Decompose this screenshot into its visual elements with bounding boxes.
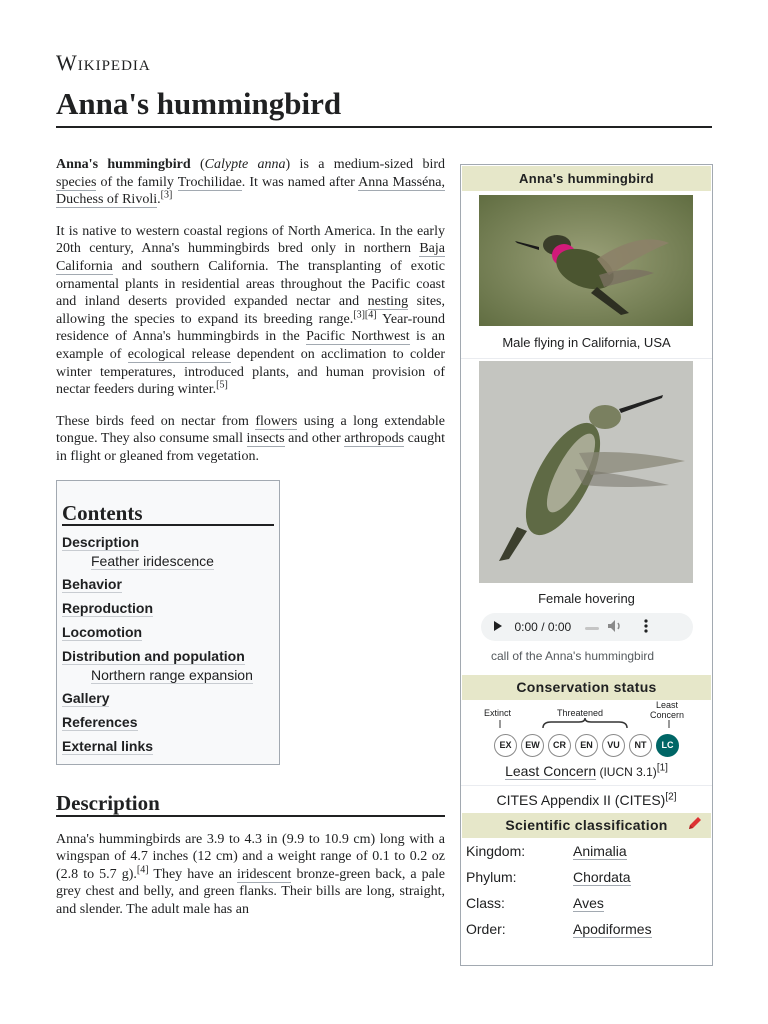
conservation-status-heading: Conservation status [462, 675, 711, 700]
link-apodiformes[interactable]: Apodiformes [573, 921, 652, 937]
toc-item-description[interactable]: Description [62, 534, 140, 551]
citation-ref[interactable]: [3] [160, 189, 173, 201]
intro-paragraph-3: These birds feed on nectar from flowers using a long extendable tongue. They also consume small insects and other arthropods caught in flight or gleaned from vegetation. [56, 413, 445, 464]
section-heading-description: Description [56, 795, 445, 817]
link-aves[interactable]: Aves [573, 895, 604, 911]
link-insects[interactable]: insects [246, 431, 285, 447]
toc-item-locomotion[interactable]: Locomotion [62, 624, 143, 641]
link-least-concern[interactable]: Least Concern [505, 763, 597, 779]
iucn-status: Least Concern (IUCN 3.1)[1] [505, 762, 668, 779]
toc-item-northern-range[interactable]: Northern range expansion [91, 667, 253, 684]
hummingbird-male-photo [479, 195, 693, 326]
link-pacific-northwest[interactable]: Pacific Northwest [306, 329, 410, 345]
citation-ref[interactable]: [3][4] [353, 309, 377, 321]
cites-status: CITES Appendix II (CITES)[2] [496, 791, 677, 808]
scale-bracket-icon [461, 718, 712, 744]
link-iridescent[interactable]: iridescent [237, 866, 292, 882]
audio-player[interactable] [481, 613, 693, 641]
citation-ref[interactable]: [2] [665, 791, 677, 803]
status-cr: CR [548, 734, 571, 757]
infobox-caption-male: Male flying in California, USA [502, 335, 671, 350]
conservation-scale [461, 700, 712, 746]
link-nesting[interactable]: nesting [367, 294, 409, 310]
status-lc: LC [656, 734, 679, 757]
audio-caption: call of the Anna's hummingbird [491, 649, 655, 663]
toc-item-references[interactable]: References [62, 714, 138, 731]
status-nt: NT [629, 734, 652, 757]
status-ew: EW [521, 734, 544, 757]
toc-title: Contents [62, 505, 274, 527]
infobox-title: Anna's hummingbird [462, 166, 711, 191]
article-body [56, 156, 445, 933]
title-divider [56, 126, 712, 128]
intro-paragraph-2: It is native to western coastal regions of North America. In the early 20th century, Anna's hummingbirds bred only in northern Baja California and southern California. The transplanting of exotic ornamental plants in residential areas throughout the Pacific coast and inland deserts provided expanded nectar and nesting sites, allowing the species to expand its breeding range.[3][4] Year-round residence of Anna's hummingbirds in the Pacific Northwest is an example of ecological release dependent on acclimation to colder winter temperatures, introduced plants, and human provision of nectar feeders during winter.[5] [56, 223, 446, 398]
taxonomy-row-phylum: Phylum: Chordata [466, 869, 631, 885]
scientific-name: Calypte anna [204, 157, 286, 172]
more-options-icon[interactable] [631, 619, 661, 636]
edit-pencil-icon[interactable] [687, 814, 703, 839]
wikipedia-wordmark[interactable]: Wikipedia [56, 50, 151, 75]
table-of-contents [56, 480, 280, 766]
citation-ref[interactable]: [4] [136, 864, 149, 876]
status-ex: EX [494, 734, 517, 757]
toc-item-distribution[interactable]: Distribution and population [62, 648, 245, 665]
intro-paragraph-1: Anna's hummingbird (Calypte anna) is a medium-sized bird species of the family Trochilidae. It was named after Anna Masséna, Duchess of Rivoli.[3] [56, 157, 446, 208]
audio-time: 0:00 / 0:00 [514, 620, 572, 634]
toc-item-reproduction[interactable]: Reproduction [62, 600, 153, 617]
link-chordata[interactable]: Chordata [573, 869, 631, 885]
page-title: Anna's hummingbird [56, 86, 342, 121]
link-arthropods[interactable]: arthropods [344, 431, 405, 447]
taxonomy-row-order: Order: Apodiformes [466, 921, 652, 937]
link-cites-appendix[interactable]: CITES Appendix II [496, 792, 611, 808]
citation-ref[interactable]: [5] [216, 379, 228, 391]
toc-item-external-links[interactable]: External links [62, 738, 154, 755]
volume-icon[interactable] [607, 619, 631, 636]
toc-item-behavior[interactable]: Behavior [62, 576, 122, 593]
male-hummingbird-image[interactable] [461, 192, 712, 329]
toc-item-feather-iridescence[interactable]: Feather iridescence [91, 553, 214, 570]
link-animalia[interactable]: Animalia [573, 843, 627, 859]
link-species[interactable]: species [56, 174, 97, 190]
infobox-caption-female: Female hovering [538, 591, 635, 606]
link-trochilidae[interactable]: Trochilidae [177, 174, 242, 190]
link-baja-california[interactable]: Baja California [56, 241, 445, 274]
female-hummingbird-image[interactable] [461, 359, 712, 586]
description-paragraph: Anna's hummingbirds are 3.9 to 4.3 in (9.9 to 10.9 cm) long with a wingspan of 4.7 inches (12 cm) and a weight range of 0.1 to 0.2 oz (2.8 to 5.7 g).[4] They have an iridescent bronze-green back, a pale grey chest and belly, and green flanks. Their bills are long, straight, and slender. The adult male has an [56, 831, 445, 918]
link-ecological-release[interactable]: ecological release [127, 346, 231, 362]
play-icon[interactable] [481, 620, 515, 635]
article-subject: Anna's hummingbird [56, 157, 191, 172]
scientific-classification-heading: Scientific classification [462, 813, 711, 838]
label-extinct: Extinct [484, 708, 512, 718]
status-vu: VU [602, 734, 625, 757]
label-threatened: Threatened [557, 708, 604, 718]
link-flowers[interactable]: flowers [255, 413, 298, 429]
taxonomy-row-kingdom: Kingdom: Animalia [466, 843, 627, 859]
infobox [460, 164, 713, 966]
label-least-concern: Least Concern [649, 700, 685, 720]
taxonomy-row-class: Class: Aves [466, 895, 604, 911]
toc-item-gallery[interactable]: Gallery [62, 690, 110, 707]
citation-ref[interactable]: [1] [656, 762, 668, 774]
hummingbird-female-photo [479, 361, 693, 583]
status-en: EN [575, 734, 598, 757]
link-anna-massena[interactable]: Anna Masséna, Duchess of Rivoli [56, 174, 445, 208]
progress-track[interactable] [585, 620, 607, 634]
